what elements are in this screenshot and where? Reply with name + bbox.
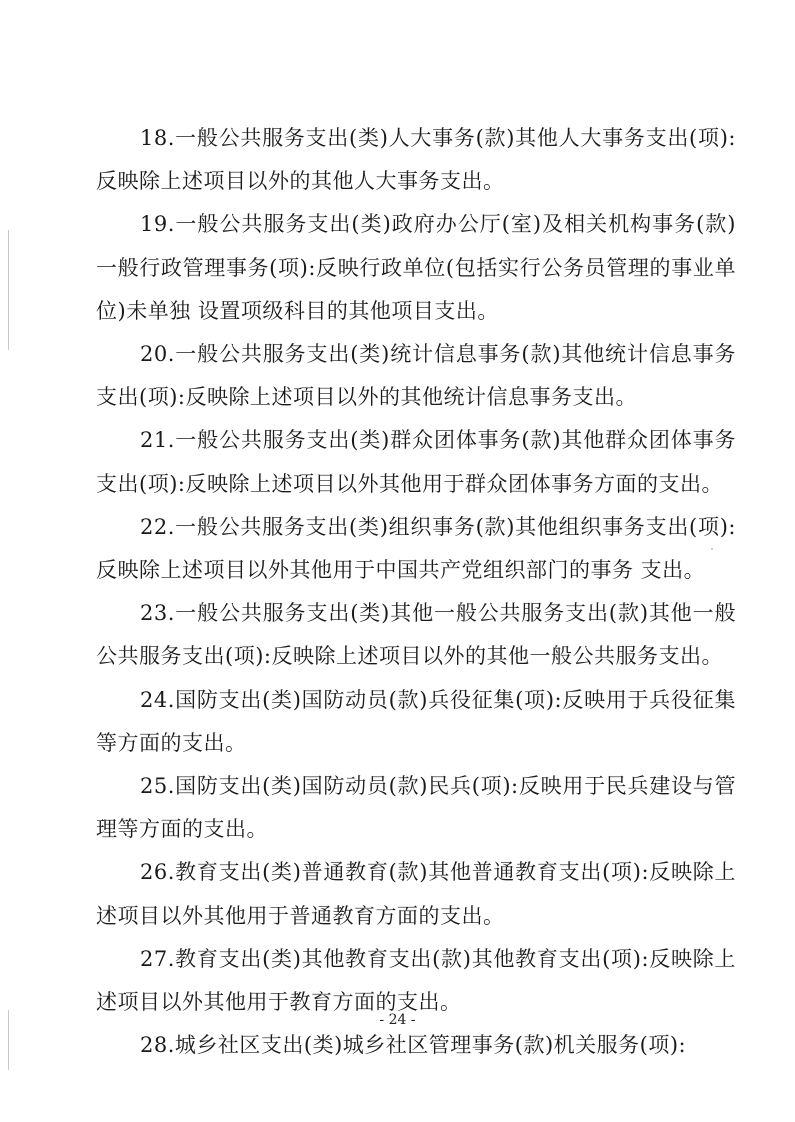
paragraph-item-18: 18.一般公共服务支出(类)人大事务(款)其他人大事务支出(项):反映除上述项目以外的其他人大事务支出。 [96, 126, 736, 194]
paragraph-item-25: 25.国防支出(类)国防动员(款)民兵(项):反映用于民兵建设与管理等方面的支出。 [96, 774, 736, 842]
paragraph-item-21: 21.一般公共服务支出(类)群众团体事务(款)其他群众团体事务支出(项):反映除上述项目以外其他用于群众团体事务方面的支出。 [96, 428, 736, 496]
paragraph-item-27: 27.教育支出(类)其他教育支出(款)其他教育支出(项):反映除上述项目以外其他用于教育方面的支出。 [96, 946, 736, 1015]
paragraph-item-23: 23.一般公共服务支出(类)其他一般公共服务支出(款)其他一般公共服务支出(项):反映除上述项目以外的其他一般公共服务支出。 [96, 601, 736, 669]
paragraph-item-19: 19.一般公共服务支出(类)政府办公厅(室)及相关机构事务(款)一般行政管理事务(项):反映行政单位(包括实行公务员管理的事业单位)未单独 设置项级科目的其他项目支出。 [96, 212, 736, 323]
paragraph-item-22: 22.一般公共服务支出(类)组织事务(款)其他组织事务支出(项):反映除上述项目以外其他用于中国共产党组织部门的事务 支出。 [96, 514, 736, 583]
paragraph-item-28: 28.城乡社区支出(类)城乡社区管理事务(款)机关服务(项): [140, 1033, 687, 1058]
paragraph-item-20: 20.一般公共服务支出(类)统计信息事务(款)其他统计信息事务支出(项):反映除上述项目以外的其他统计信息事务支出。 [96, 342, 736, 410]
paragraph-item-24: 24.国防支出(类)国防动员(款)兵役征集(项):反映用于兵役征集等方面的支出。 [96, 687, 736, 755]
page-number: - 24 - [379, 1012, 416, 1028]
document-body [96, 117, 736, 1067]
paragraph-item-26: 26.教育支出(类)普通教育(款)其他普通教育支出(项):反映除上述项目以外其他用于普通教育方面的支出。 [96, 860, 736, 928]
scan-edge-line [8, 230, 9, 350]
